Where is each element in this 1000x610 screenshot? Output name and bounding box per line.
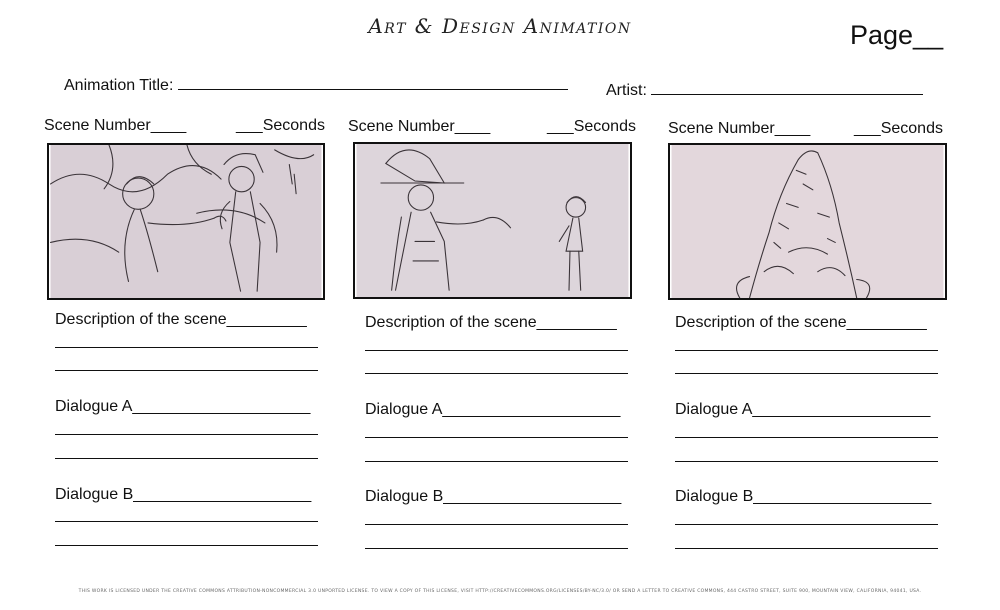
dialogue-b-label-1: Dialogue B____________________ (55, 486, 312, 503)
dialogue-a-label-3: Dialogue A____________________ (675, 401, 931, 418)
dialogue-a-line-2b[interactable] (365, 461, 628, 462)
description-label-1: Description of the scene_________ (55, 311, 307, 328)
sketch-image-3 (670, 145, 945, 298)
animation-title-line[interactable] (178, 88, 568, 90)
dialogue-a-line-3b[interactable] (675, 461, 938, 462)
seconds-label-2: ___Seconds (547, 118, 636, 135)
description-line-1b[interactable] (55, 370, 318, 371)
dialogue-a-line-3a[interactable] (675, 437, 938, 438)
dialogue-a-line-1a[interactable] (55, 434, 318, 435)
dialogue-a-label-2: Dialogue A____________________ (365, 401, 621, 418)
dialogue-a-line-1b[interactable] (55, 458, 318, 459)
scene-number-label-2: Scene Number____ (348, 118, 491, 135)
description-line-2a[interactable] (365, 350, 628, 351)
dialogue-b-line-3b[interactable] (675, 548, 938, 549)
sketch-image-1 (49, 145, 323, 298)
seconds-label-3: ___Seconds (854, 120, 943, 137)
description-label-3: Description of the scene_________ (675, 314, 927, 331)
storyboard-frame-3 (668, 143, 947, 300)
scene-number-label-1: Scene Number____ (44, 117, 187, 134)
sheet-title: Art & Design Animation (368, 14, 632, 38)
artist-line[interactable] (651, 93, 923, 95)
dialogue-b-label-3: Dialogue B____________________ (675, 488, 932, 505)
description-line-1a[interactable] (55, 347, 318, 348)
description-line-2b[interactable] (365, 373, 628, 374)
artist-field[interactable] (606, 82, 923, 100)
artist-label: Artist: (606, 82, 647, 99)
animation-title-field[interactable] (64, 77, 568, 95)
dialogue-b-line-1b[interactable] (55, 545, 318, 546)
page-number-label: Page__ (850, 20, 944, 50)
dialogue-b-line-1a[interactable] (55, 521, 318, 522)
storyboard-frame-2 (353, 142, 632, 299)
description-line-3b[interactable] (675, 373, 938, 374)
dialogue-b-line-2b[interactable] (365, 548, 628, 549)
license-footer: THIS WORK IS LICENSED UNDER THE CREATIVE COMMONS ATTRIBUTION-NONCOMMERCIAL 3.0 UNPORTED LICENSE. TO VIEW A COPY OF THIS LICENSE, VISIT HTTP://CREATIVECOMMONS.ORG/LICENSES/BY-NC/3.0/ OR SEND A LETTER TO CREATIVE COMMONS, 444 CASTRO STREET, SUITE 900, MOUNTAIN VIEW, CALIFORNIA, 94041, USA. (78, 589, 922, 594)
description-label-2: Description of the scene_________ (365, 314, 617, 331)
dialogue-b-line-2a[interactable] (365, 524, 628, 525)
dialogue-a-label-1: Dialogue A____________________ (55, 398, 311, 415)
dialogue-b-line-3a[interactable] (675, 524, 938, 525)
dialogue-b-label-2: Dialogue B____________________ (365, 488, 622, 505)
dialogue-a-line-2a[interactable] (365, 437, 628, 438)
sketch-image-2 (355, 144, 630, 297)
description-line-3a[interactable] (675, 350, 938, 351)
seconds-label-1: ___Seconds (236, 117, 325, 134)
storyboard-frame-1 (47, 143, 325, 300)
scene-number-label-3: Scene Number____ (668, 120, 811, 137)
animation-title-label: Animation Title: (64, 77, 174, 94)
